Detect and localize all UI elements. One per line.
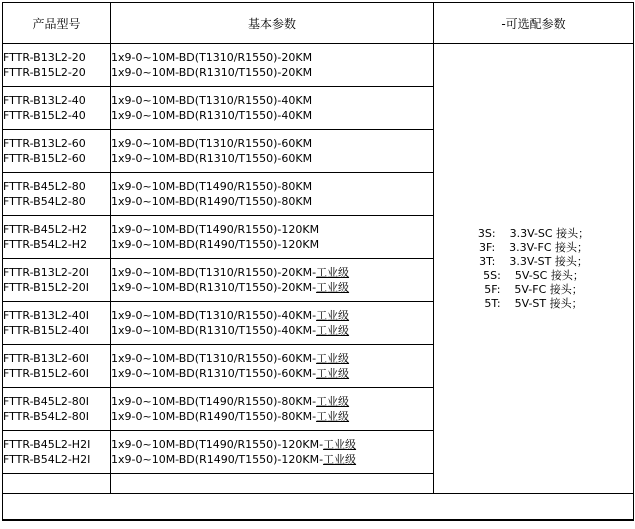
header-product-model: 产品型号 [3,3,111,44]
param-text-main: 1x9-0~10M-BD(T1490/R1550)-80KM- [111,395,317,408]
product-spec-table [2,2,634,521]
param-text-underlined: 工业级 [316,266,350,279]
param-text-underlined: 工业级 [323,453,357,466]
param-text-main: 1x9-0~10M-BD(T1490/R1550)-120KM [111,223,320,236]
param-text [111,136,433,151]
param-text-main: 1x9-0~10M-BD(R1490/T1550)-80KM- [111,410,317,423]
model-text: FTTR-B13L2-60I [3,352,90,365]
model-text: FTTR-B13L2-20I [3,266,90,279]
optional-params-cell [434,44,634,494]
params-cell [111,388,434,431]
param-text [111,65,433,80]
param-text-main: 1x9-0~10M-BD(R1490/T1550)-120KM [111,238,320,251]
optional-param-line: 5T: 5V-ST 接头； [484,296,583,310]
model-text: FTTR-B15L2-40 [3,109,86,122]
param-text-main: 1x9-0~10M-BD(T1310/R1550)-20KM [111,51,313,64]
param-text-underlined: 工业级 [316,324,350,337]
params-cell [111,259,434,302]
table-header-row [3,3,634,44]
param-text [111,351,433,366]
param-text [111,179,433,194]
param-text-underlined: 工业级 [323,438,357,451]
model-text: FTTR-B13L2-20 [3,51,86,64]
param-text-main: 1x9-0~10M-BD(R1310/T1550)-60KM- [111,367,317,380]
model-cell [3,44,111,87]
param-text [111,93,433,108]
model-text: FTTR-B45L2-H2 [3,223,88,236]
params-cell [111,302,434,345]
param-text [111,222,433,237]
header-optional-params: -可选配参数 [434,3,634,44]
param-text [111,437,433,452]
params-cell [111,87,434,130]
param-text-main: 1x9-0~10M-BD(R1310/T1550)-20KM [111,66,313,79]
param-text [111,151,433,166]
param-text-underlined: 工业级 [316,410,350,423]
params-cell [111,44,434,87]
model-cell [3,345,111,388]
model-text: FTTR-B13L2-40I [3,309,90,322]
param-text-main: 1x9-0~10M-BD(T1490/R1550)-80KM [111,180,313,193]
footer-row [3,494,634,521]
param-text [111,50,433,65]
param-text-main: 1x9-0~10M-BD(R1310/T1550)-40KM- [111,324,317,337]
table-row [3,44,634,87]
optional-param-line: 3T: 3.3V-ST 接头； [479,254,588,268]
param-text [111,409,433,424]
param-text-main: 1x9-0~10M-BD(T1310/R1550)-20KM- [111,266,317,279]
model-text: FTTR-B45L2-80I [3,395,90,408]
param-text-main: 1x9-0~10M-BD(R1490/T1550)-120KM- [111,453,324,466]
model-cell [3,173,111,216]
param-text [111,194,433,209]
model-cell [3,216,111,259]
optional-param-line: 3S: 3.3V-SC 接头； [477,226,590,240]
model-text: FTTR-B15L2-40I [3,324,90,337]
param-text-underlined: 工业级 [316,352,350,365]
param-text [111,265,433,280]
empty-model-cell [3,474,111,494]
header-basic-params: 基本参数 [111,3,434,44]
params-cell [111,173,434,216]
param-text-main: 1x9-0~10M-BD(R1310/T1550)-60KM [111,152,313,165]
param-text-main: 1x9-0~10M-BD(R1310/T1550)-40KM [111,109,313,122]
optional-param-line: 5F: 5V-FC 接头； [484,282,583,296]
param-text-main: 1x9-0~10M-BD(R1490/T1550)-80KM [111,195,313,208]
model-text: FTTR-B15L2-20I [3,281,90,294]
model-text: FTTR-B54L2-H2I [3,453,91,466]
param-text [111,308,433,323]
param-text [111,323,433,338]
param-text-underlined: 工业级 [316,395,350,408]
param-text [111,280,433,295]
model-text: FTTR-B13L2-40 [3,94,86,107]
model-text: FTTR-B54L2-H2 [3,238,88,251]
model-cell [3,130,111,173]
param-text-main: 1x9-0~10M-BD(T1310/R1550)-60KM- [111,352,317,365]
model-cell [3,431,111,474]
model-cell [3,302,111,345]
model-text: FTTR-B54L2-80I [3,410,90,423]
param-text-main: 1x9-0~10M-BD(T1310/R1550)-40KM [111,94,313,107]
model-text: FTTR-B45L2-80 [3,180,86,193]
params-cell [111,345,434,388]
model-text: FTTR-B54L2-80 [3,195,86,208]
model-text: FTTR-B15L2-20 [3,66,86,79]
param-text [111,394,433,409]
param-text-underlined: 工业级 [316,281,350,294]
param-text [111,452,433,467]
param-text-underlined: 工业级 [316,367,350,380]
param-text-underlined: 工业级 [316,309,350,322]
params-cell [111,216,434,259]
param-text [111,108,433,123]
param-text-main: 1x9-0~10M-BD(T1310/R1550)-60KM [111,137,313,150]
model-cell [3,87,111,130]
params-cell [111,431,434,474]
param-text-main: 1x9-0~10M-BD(T1310/R1550)-40KM- [111,309,317,322]
model-text: FTTR-B45L2-H2I [3,438,91,451]
footer-cell [3,494,634,521]
empty-params-cell [111,474,434,494]
model-text: FTTR-B15L2-60 [3,152,86,165]
model-cell [3,259,111,302]
model-text: FTTR-B13L2-60 [3,137,86,150]
param-text [111,237,433,252]
param-text-main: 1x9-0~10M-BD(R1310/T1550)-20KM- [111,281,317,294]
model-text: FTTR-B15L2-60I [3,367,90,380]
param-text [111,366,433,381]
param-text-main: 1x9-0~10M-BD(T1490/R1550)-120KM- [111,438,324,451]
optional-param-line: 3F: 3.3V-FC 接头； [478,240,588,254]
params-cell [111,130,434,173]
optional-param-line: 5S: 5V-SC 接头； [483,268,584,282]
model-cell [3,388,111,431]
